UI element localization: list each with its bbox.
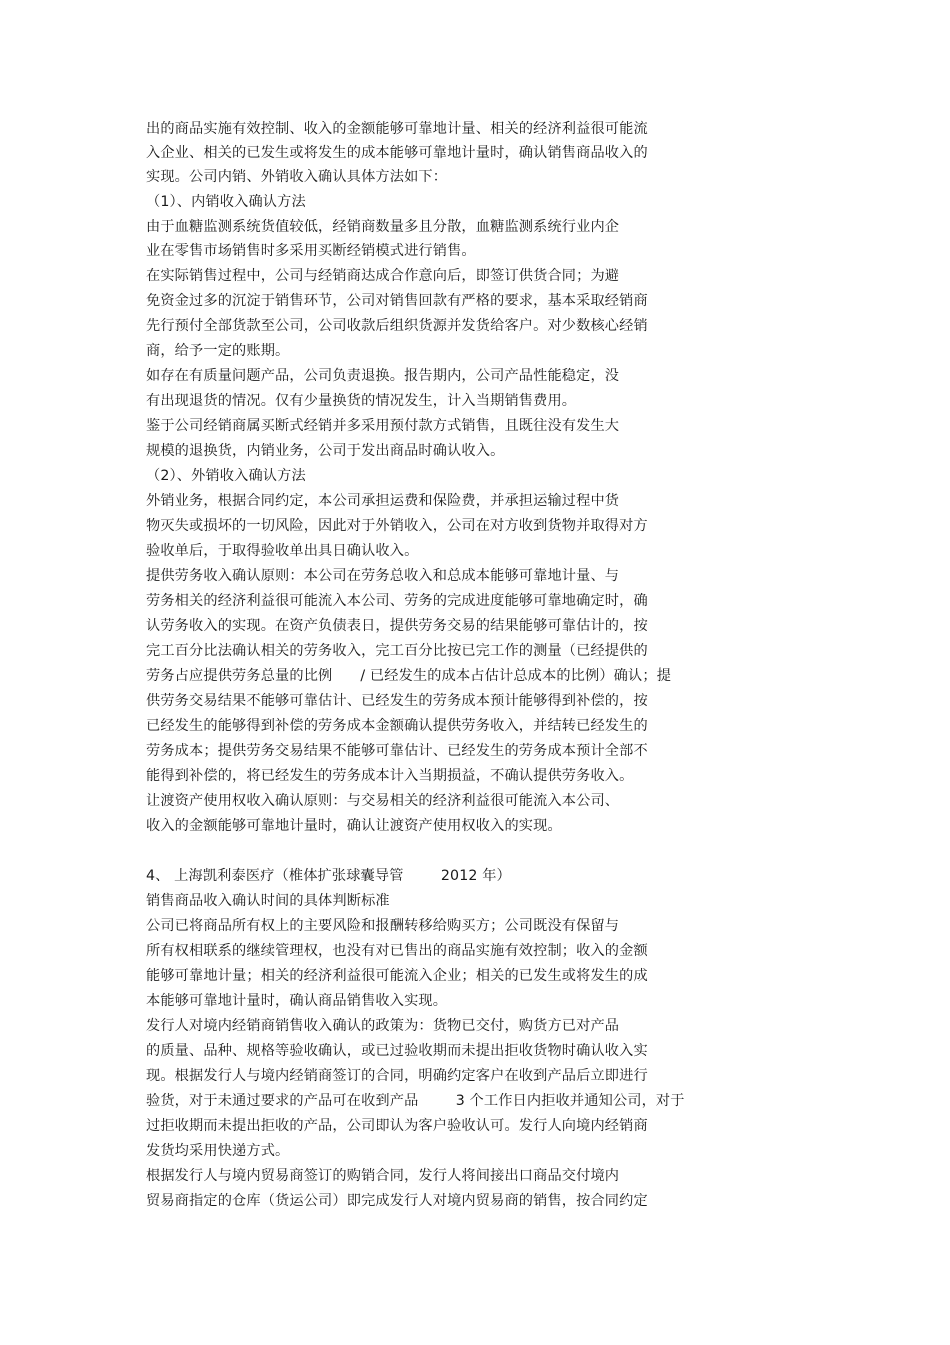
text-line: 能够可靠地计量；相关的经济利益很可能流入企业；相关的已发生或将发生的成 bbox=[146, 968, 648, 984]
text-line: 入企业、相关的已发生或将发生的成本能够可靠地计量时，确认销售商品收入的 bbox=[146, 145, 648, 161]
text-line: 公司已将商品所有权上的主要风险和报酬转移给购买方；公司既没有保留与 bbox=[146, 918, 620, 934]
text-line: 供劳务交易结果不能够可靠估计、已经发生的劳务成本预计能够得到补偿的，按 bbox=[146, 693, 648, 709]
text-line: 鉴于公司经销商属买断式经销并多采用预付款方式销售，且既往没有发生大 bbox=[146, 418, 620, 434]
section-heading: （1）、内销收入确认方法 bbox=[146, 194, 306, 210]
text-line: 提供劳务收入确认原则：本公司在劳务总收入和总成本能够可靠地计量、与 bbox=[146, 568, 620, 584]
text-line: 劳务相关的经济利益很可能流入本公司、劳务的完成进度能够可靠地确定时，确 bbox=[146, 593, 648, 609]
section-heading: （2）、外销收入确认方法 bbox=[146, 468, 306, 484]
text-line: 所有权相联系的继续管理权，也没有对已售出的商品实施有效控制；收入的金额 bbox=[146, 943, 648, 959]
text-line: 收入的金额能够可靠地计量时，确认让渡资产使用权收入的实现。 bbox=[146, 818, 562, 834]
text-line: 如存在有质量问题产品，公司负责退换。报告期内，公司产品性能稳定，没 bbox=[146, 368, 620, 384]
text-line: 能得到补偿的，将已经发生的劳务成本计入当期损益，不确认提供劳务收入。 bbox=[146, 768, 634, 784]
text-line: 发行人对境内经销商销售收入确认的政策为：货物已交付，购货方已对产品 bbox=[146, 1018, 620, 1034]
text-line: 由于血糖监测系统货值较低，经销商数量多且分散，血糖监测系统行业内企 bbox=[146, 219, 620, 235]
text-line: 本能够可靠地计量时，确认商品销售收入实现。 bbox=[146, 993, 448, 1009]
text-line: 物灭失或损坏的一切风险，因此对于外销收入，公司在对方收到货物并取得对方 bbox=[146, 518, 648, 534]
text-line: 劳务成本；提供劳务交易结果不能够可靠估计、已经发生的劳务成本预计全部不 bbox=[146, 743, 648, 759]
text-line: 的质量、品种、规格等验收确认，或已过验收期而未提出拒收货物时确认收入实 bbox=[146, 1043, 648, 1059]
text-line: 认劳务收入的实现。在资产负债表日，提供劳务交易的结果能够可靠估计的，按 bbox=[146, 618, 648, 634]
case-heading: 4、 上海凯利泰医疗（椎体扩张球囊导管 2012 年） bbox=[146, 868, 511, 884]
text-line: 已经发生的能够得到补偿的劳务成本金额确认提供劳务收入，并结转已经发生的 bbox=[146, 718, 648, 734]
text-line: 出的商品实施有效控制、收入的金额能够可靠地计量、相关的经济利益很可能流 bbox=[146, 121, 648, 137]
text-line: 规模的退换货，内销业务，公司于发出商品时确认收入。 bbox=[146, 443, 505, 459]
text-line: 现。根据发行人与境内经销商签订的合同，明确约定客户在收到产品后立即进行 bbox=[146, 1068, 648, 1084]
text-line: 外销业务，根据合同约定，本公司承担运费和保险费，并承担运输过程中货 bbox=[146, 493, 620, 509]
text-line: 劳务占应提供劳务总量的比例 / 已经发生的成本占估计总成本的比例）确认；提 bbox=[146, 668, 672, 684]
text-line: 完工百分比法确认相关的劳务收入，完工百分比按已完工作的测量（已经提供的 bbox=[146, 643, 648, 659]
text-line: 根据发行人与境内贸易商签订的购销合同，发行人将间接出口商品交付境内 bbox=[146, 1168, 620, 1184]
text-line: 先行预付全部货款至公司，公司收款后组织货源并发货给客户。对少数核心经销 bbox=[146, 318, 648, 334]
text-line: 在实际销售过程中，公司与经销商达成合作意向后，即签订供货合同；为避 bbox=[146, 268, 620, 284]
text-line: 有出现退货的情况。仅有少量换货的情况发生，计入当期销售费用。 bbox=[146, 393, 577, 409]
text-line: 免资金过多的沉淀于销售环节，公司对销售回款有严格的要求，基本采取经销商 bbox=[146, 293, 648, 309]
text-line: 过拒收期而未提出拒收的产品，公司即认为客户验收认可。发行人向境内经销商 bbox=[146, 1118, 648, 1134]
text-line: 销售商品收入确认时间的具体判断标准 bbox=[146, 893, 390, 909]
text-line: 商，给予一定的账期。 bbox=[146, 343, 290, 359]
text-line: 贸易商指定的仓库（货运公司）即完成发行人对境内贸易商的销售，按合同约定 bbox=[146, 1193, 648, 1209]
text-line: 实现。公司内销、外销收入确认具体方法如下： bbox=[146, 169, 448, 185]
text-line: 验收单后，于取得验收单出具日确认收入。 bbox=[146, 543, 419, 559]
text-line: 让渡资产使用权收入确认原则：与交易相关的经济利益很可能流入本公司、 bbox=[146, 793, 620, 809]
text-line: 业在零售市场销售时多采用买断经销模式进行销售。 bbox=[146, 243, 476, 259]
text-line: 验货，对于未通过要求的产品可在收到产品 3 个工作日内拒收并通知公司，对于 bbox=[146, 1093, 685, 1109]
text-line: 发货均采用快递方式。 bbox=[146, 1143, 290, 1159]
